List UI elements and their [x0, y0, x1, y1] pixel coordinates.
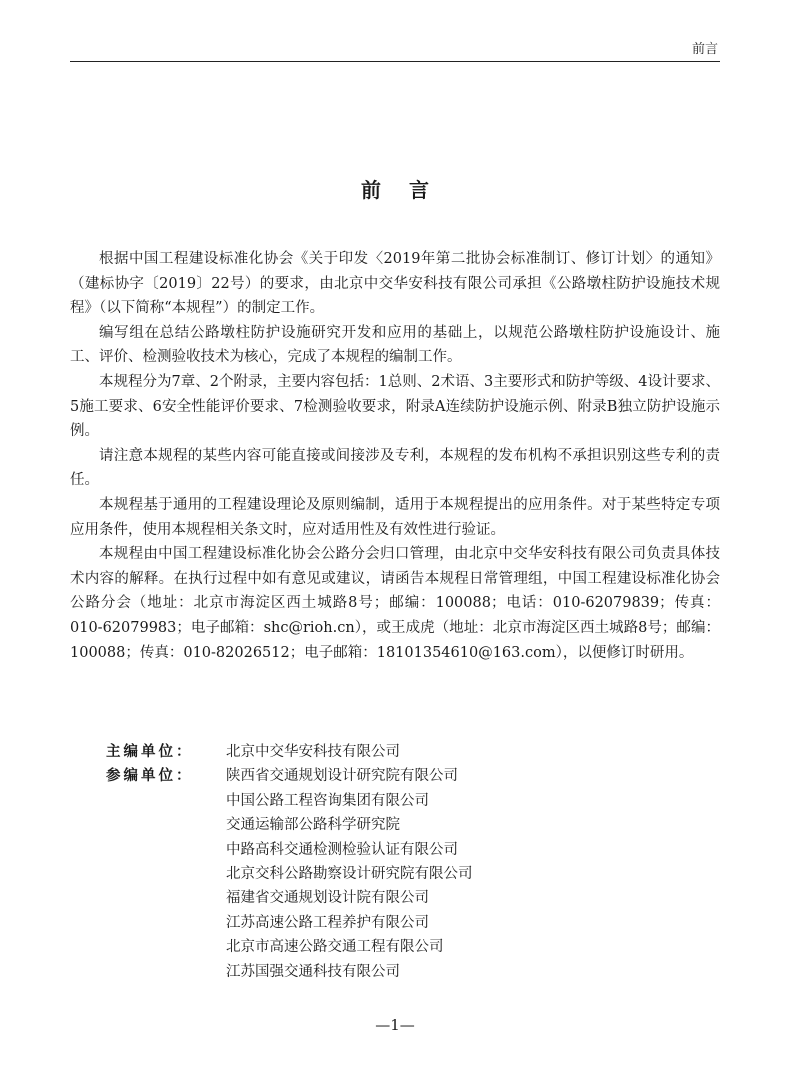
paragraph: 编写组在总结公路墩柱防护设施研究开发和应用的基础上，以规范公路墩柱防护设施设计、施工、评价、检测验收技术为核心，完成了本规程的编制工作。 [70, 324, 720, 366]
paragraph: 本规程由中国工程建设标准化协会公路分会归口管理，由北京中交华安科技有限公司负责具体技术内容的解释。在执行过程中如有意见或建议，请函告本规程日常管理组，中国工程建设标准化协会公路分会（地址：北京市海淀区西土城路8号；邮编：100088；电话：010-62079839；传真：010-62079983；电子邮箱：shc@rioh.cn），或王成虎（地址：北京市海淀区西土城路8号；邮编：100088；传真：010-82026512；电子邮箱：18101354610@163.com），以便修订时研用。 [70, 546, 720, 661]
chief-unit-name: 北京中交华安科技有限公司 [226, 744, 400, 760]
paragraph: 本规程分为7章、2个附录，主要内容包括：1总则、2术语、3主要形式和防护等级、4设计要求、5施工要求、6安全性能评价要求、7检测验收要求，附录A连续防护设施示例、附录B独立防护设施示例。 [70, 373, 720, 440]
chief-unit-label: 主编单位： [106, 744, 194, 760]
body-text [70, 247, 720, 665]
participating-unit: 北京交科公路勘察设计研究院有限公司 [226, 866, 473, 883]
participating-unit: 江苏国强交通科技有限公司 [226, 963, 400, 980]
paragraph: 请注意本规程的某些内容可能直接或间接涉及专利，本规程的发布机构不承担识别这些专利的责任。 [70, 447, 720, 489]
chief-unit-row [106, 740, 666, 764]
paragraph: 根据中国工程建设标准化协会《关于印发〈2019年第二批协会标准制订、修订计划〉的通知》（建标协字〔2019〕22号）的要求，由北京中交华安科技有限公司承担《公路墩柱防护设施技术规程》（以下简称“本规程”）的制定工作。 [70, 251, 720, 317]
page-number: —1— [375, 1016, 415, 1034]
participating-unit: 江苏高速公路工程养护有限公司 [226, 914, 429, 931]
participating-unit: 中路高科交通检测检验认证有限公司 [226, 841, 458, 858]
participating-units-row [106, 764, 666, 984]
header-rule [70, 61, 720, 62]
participating-units-list [226, 764, 666, 984]
participating-unit: 中国公路工程咨询集团有限公司 [226, 792, 429, 809]
page-title: 前言 [361, 178, 457, 202]
editorial-units [106, 740, 666, 984]
participating-unit: 北京市高速公路交通工程有限公司 [226, 939, 444, 956]
running-header: 前言 [691, 42, 718, 57]
participating-unit: 交通运输部公路科学研究院 [226, 817, 400, 834]
paragraph: 本规程基于通用的工程建设理论及原则编制，适用于本规程提出的应用条件。对于某些特定专项应用条件，使用本规程相关条文时，应对适用性及有效性进行验证。 [70, 496, 720, 538]
participating-units-label: 参编单位： [106, 768, 194, 785]
participating-unit: 福建省交通规划设计院有限公司 [226, 890, 429, 907]
participating-unit: 陕西省交通规划设计研究院有限公司 [226, 768, 458, 785]
